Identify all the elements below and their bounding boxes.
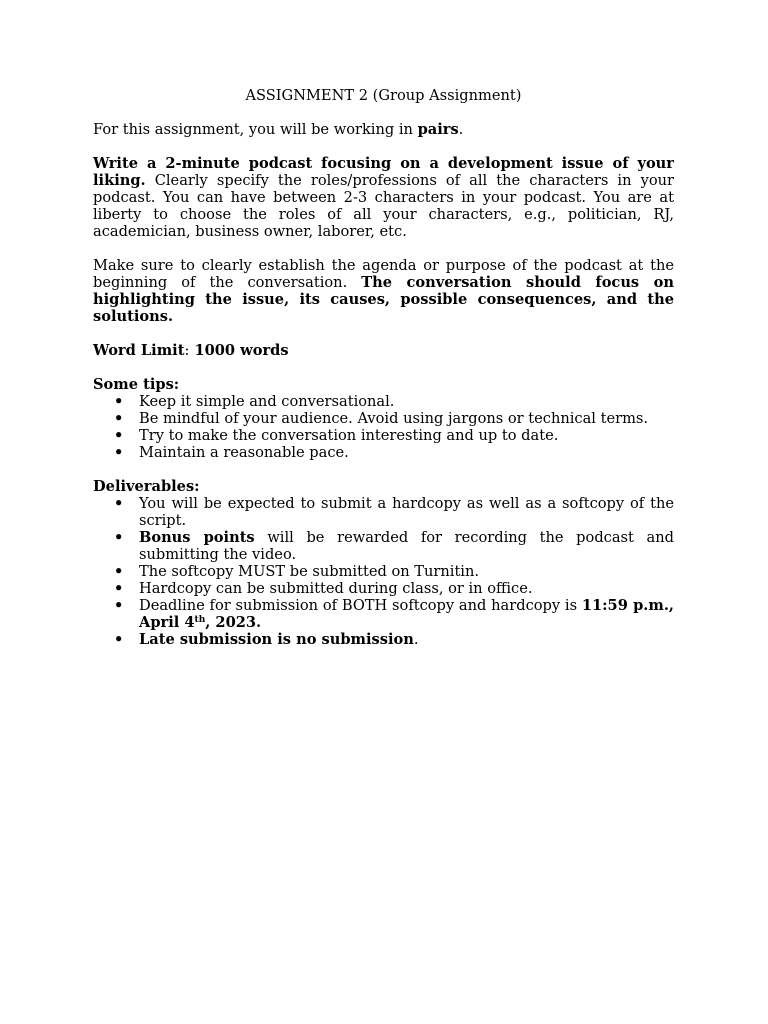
deliverable-text: will be rewarded for recording the podcast and submitting the video.: [139, 529, 674, 563]
page-title: [93, 87, 674, 104]
deliverables-list: [93, 495, 674, 648]
deliverables-heading: [93, 478, 674, 495]
tip-text: Maintain a reasonable pace.: [139, 444, 349, 461]
agenda-text: Make sure to clearly establish the agenda or purpose of the podcast at the beginning of the conversation.: [93, 257, 674, 291]
deliverable-text: You will be expected to submit a hardcopy as well as a softcopy of the script.: [139, 495, 674, 529]
deadline-year: , 2023.: [205, 614, 262, 631]
bullet-icon: •: [114, 495, 124, 512]
document-page: [93, 87, 674, 665]
bullet-icon: •: [114, 563, 124, 580]
bullet-icon: •: [114, 631, 124, 648]
list-item: [93, 495, 674, 529]
word-limit-paragraph: [93, 342, 674, 359]
tips-heading: [93, 376, 674, 393]
list-item: [93, 563, 674, 580]
deliverable-bold: Bonus points: [139, 529, 255, 546]
list-item: [93, 580, 674, 597]
task-bold: Write a 2-minute podcast focusing on a development issue of your liking.: [93, 155, 674, 189]
task-text: Clearly specify the roles/professions of all the characters in your podcast. You can have between 2-3 characters in your podcast. You are at liberty to choose the roles of all your characters, e.g., politician, RJ, academician, business owner, laborer, etc.: [93, 172, 674, 240]
list-item: [93, 444, 674, 461]
late-submission-end: .: [413, 631, 419, 648]
list-item: [93, 427, 674, 444]
word-limit-value: 1000 words: [189, 342, 289, 359]
intro-bold: pairs: [417, 121, 459, 138]
tips-list: [93, 393, 674, 461]
word-limit-label: Word Limit: [93, 342, 185, 359]
agenda-paragraph: [93, 257, 674, 325]
word-limit-colon: :: [184, 342, 190, 359]
tip-text: Try to make the conversation interesting and up to date.: [139, 427, 559, 444]
deadline-date: 11:59 p.m., April 4: [139, 597, 674, 631]
bullet-icon: •: [114, 580, 124, 597]
list-item: [93, 393, 674, 410]
intro-paragraph: [93, 121, 674, 138]
deliverable-text: Deadline for submission of BOTH softcopy and hardcopy is: [139, 597, 582, 614]
bullet-icon: •: [114, 529, 124, 546]
deliverable-text: The softcopy MUST be submitted on Turnitin.: [139, 563, 480, 580]
bullet-icon: •: [114, 393, 124, 410]
bullet-icon: •: [114, 427, 124, 444]
deliverable-text: Hardcopy can be submitted during class, or in office.: [139, 580, 533, 597]
late-submission-bold: Late submission is no submission: [139, 631, 414, 648]
list-item: [93, 410, 674, 427]
tip-text: Be mindful of your audience. Avoid using jargons or technical terms.: [139, 410, 649, 427]
deliverables-heading-text: Deliverables:: [93, 478, 200, 495]
bullet-icon: •: [114, 410, 124, 427]
deadline-suffix: th: [194, 615, 206, 625]
tips-heading-text: Some tips:: [93, 376, 180, 393]
bullet-icon: •: [114, 597, 124, 614]
intro-text: For this assignment, you will be working in: [93, 121, 418, 138]
list-item: [93, 631, 674, 648]
title-text: ASSIGNMENT 2 (Group Assignment): [245, 87, 522, 104]
tip-text: Keep it simple and conversational.: [139, 393, 395, 410]
bullet-icon: •: [114, 444, 124, 461]
list-item: [93, 597, 674, 631]
list-item: [93, 529, 674, 563]
agenda-bold: The conversation should focus on highlighting the issue, its causes, possible consequences, and the solutions.: [93, 274, 674, 325]
task-paragraph: [93, 155, 674, 240]
intro-end: .: [458, 121, 464, 138]
